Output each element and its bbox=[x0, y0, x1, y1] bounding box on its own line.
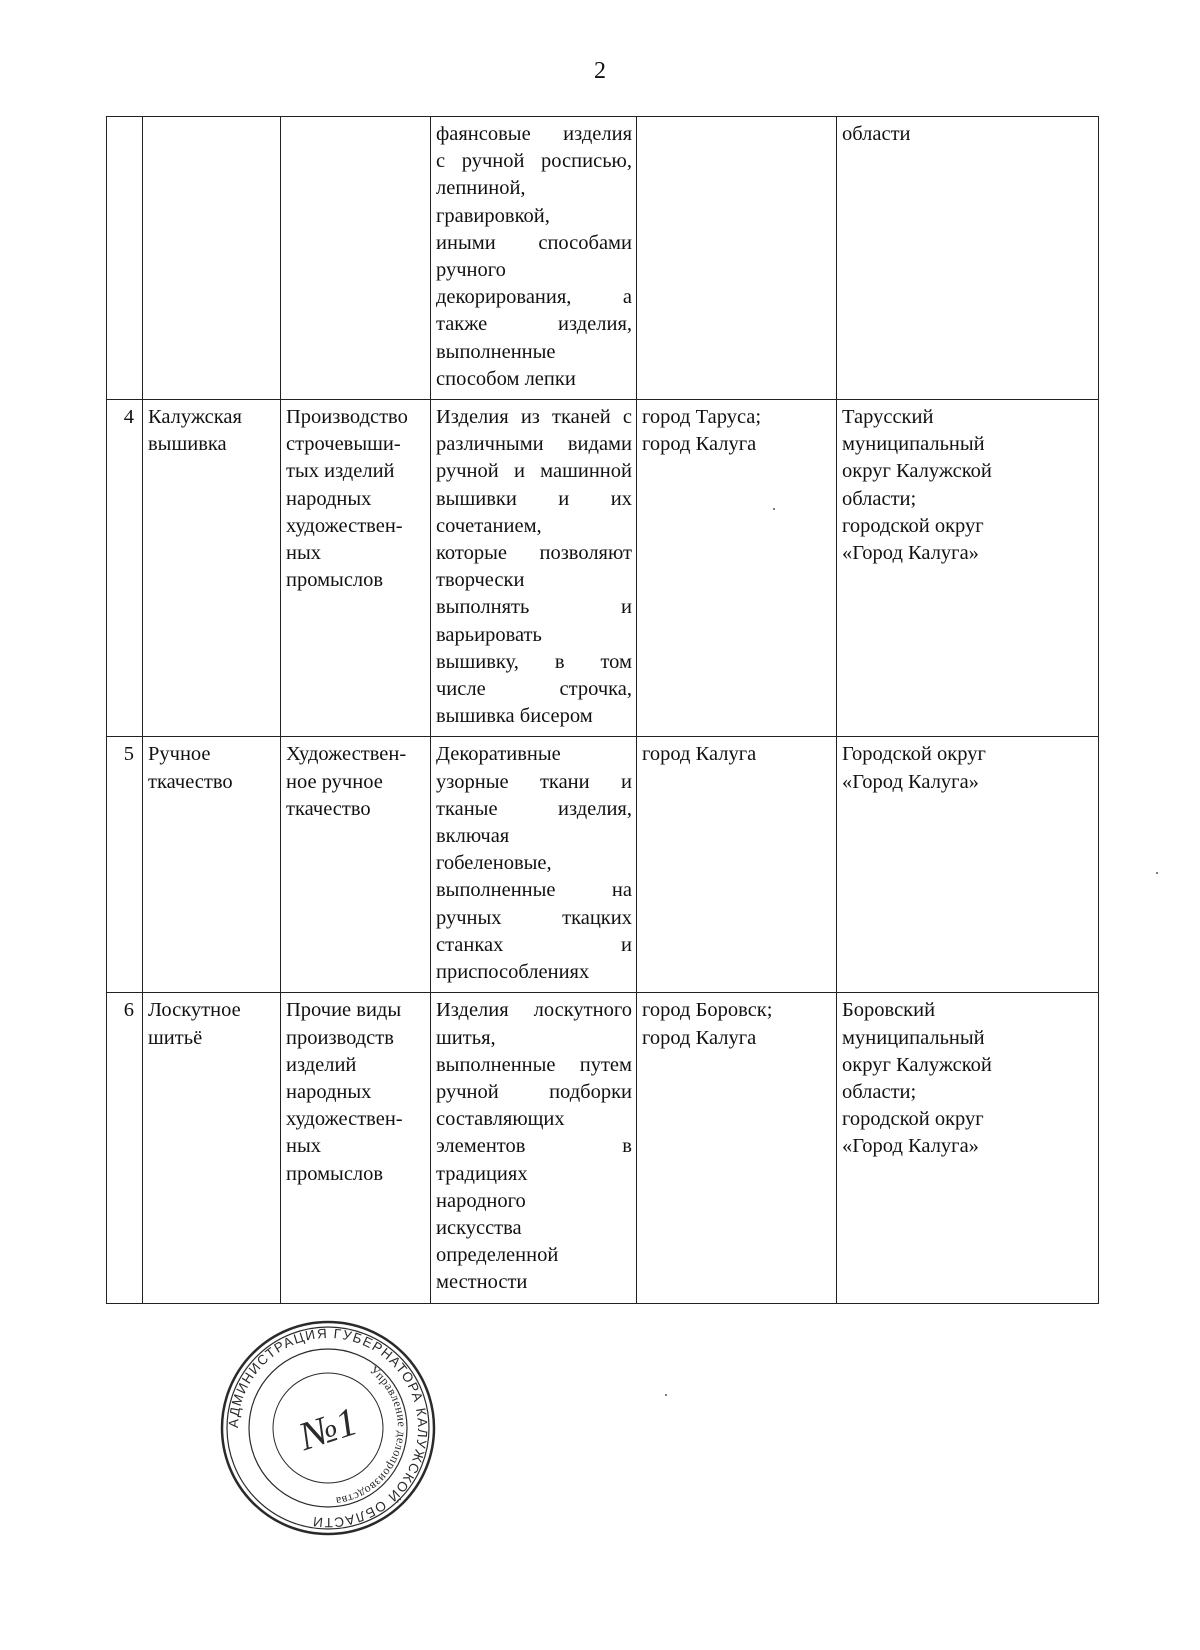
cell-line: лепниной, bbox=[436, 177, 526, 200]
cell-line: искусства bbox=[436, 1216, 522, 1239]
cell-num bbox=[107, 117, 143, 400]
table-body bbox=[107, 117, 1099, 1304]
cell-line: промыслов bbox=[286, 1162, 384, 1185]
crafts-table bbox=[106, 116, 1099, 1304]
table-row bbox=[107, 400, 1099, 737]
cell-line: гравировкой, bbox=[436, 204, 550, 227]
cell-line: сочетанием, bbox=[436, 514, 542, 537]
cell-num: 5 bbox=[107, 737, 143, 993]
cell-line: вышивку, в том bbox=[436, 650, 632, 673]
cell-line: также изделия, bbox=[436, 313, 632, 336]
cell-district bbox=[837, 737, 1099, 993]
cell-line: муниципальный bbox=[842, 433, 985, 456]
cell-line: Боровский bbox=[842, 999, 936, 1022]
cell-place bbox=[637, 737, 837, 993]
cell-line: ткачество bbox=[148, 770, 233, 793]
cell-products bbox=[431, 737, 637, 993]
cell-production bbox=[281, 737, 431, 993]
cell-line: выполненные путем bbox=[436, 1053, 632, 1076]
seal-outer-text: АДМИНИСТРАЦИЯ ГУБЕРНАТОРА КАЛУЖСКОЙ ОБЛАСТИ bbox=[225, 1325, 431, 1531]
cell-line: выполнять и bbox=[436, 596, 632, 619]
cell-line: округ Калужской bbox=[842, 1053, 992, 1076]
cell-line: фаянсовые изделия bbox=[436, 123, 632, 145]
cell-line: выполненные на bbox=[436, 879, 632, 902]
cell-district bbox=[837, 117, 1099, 400]
cell-line: ручной и машинной bbox=[436, 460, 632, 483]
cell-line: городской округ bbox=[842, 1108, 984, 1131]
official-seal bbox=[218, 1318, 438, 1538]
scan-speck bbox=[773, 508, 775, 510]
cell-line: Прочие виды bbox=[286, 999, 402, 1022]
cell-line: творчески bbox=[436, 569, 525, 592]
cell-line: Художествен- bbox=[286, 743, 407, 766]
cell-line: с ручной росписью, bbox=[436, 150, 632, 173]
cell-craft bbox=[143, 400, 281, 737]
cell-line: ных bbox=[286, 1135, 321, 1158]
cell-line: промыслов bbox=[286, 569, 384, 592]
cell-line: Производство bbox=[286, 406, 408, 429]
scan-speck bbox=[1156, 872, 1158, 874]
cell-line: народных bbox=[286, 1080, 372, 1103]
cell-line: области; bbox=[842, 487, 917, 510]
cell-line: различными видами bbox=[436, 433, 632, 456]
cell-line: «Город Калуга» bbox=[842, 542, 979, 565]
cell-line: включая bbox=[436, 825, 510, 848]
scan-speck bbox=[665, 1394, 667, 1396]
cell-num: 6 bbox=[107, 993, 143, 1303]
cell-line: город Боровск; bbox=[642, 999, 773, 1022]
cell-line: город Калуга bbox=[642, 743, 757, 766]
cell-line: художествен- bbox=[286, 1108, 403, 1131]
cell-line: ручных ткацких bbox=[436, 906, 632, 929]
cell-line: ное ручное bbox=[286, 770, 383, 793]
cell-line: Изделия лоскутного bbox=[436, 999, 632, 1022]
cell-line: народного bbox=[436, 1189, 526, 1212]
cell-line: традициях bbox=[436, 1162, 528, 1185]
cell-line: узорные ткани и bbox=[436, 770, 632, 793]
table-row bbox=[107, 993, 1099, 1303]
cell-line: Лоскутное bbox=[148, 999, 241, 1022]
cell-line: тых изделий bbox=[286, 460, 395, 483]
cell-products bbox=[431, 993, 637, 1303]
cell-products bbox=[431, 400, 637, 737]
cell-line: Декоративные bbox=[436, 743, 561, 766]
table-row bbox=[107, 117, 1099, 400]
cell-craft bbox=[143, 993, 281, 1303]
cell-production bbox=[281, 993, 431, 1303]
cell-line: строчевыши- bbox=[286, 433, 401, 456]
cell-line: «Город Калуга» bbox=[842, 770, 979, 793]
cell-line: народных bbox=[286, 487, 372, 510]
cell-craft bbox=[143, 737, 281, 993]
cell-district bbox=[837, 400, 1099, 737]
cell-line: станках и bbox=[436, 933, 632, 956]
cell-line: гобеленовые, bbox=[436, 852, 552, 875]
seal-inner-text: Управление делопроизводства bbox=[334, 1362, 410, 1509]
cell-craft bbox=[143, 117, 281, 400]
cell-line: вышивка бисером bbox=[436, 705, 593, 728]
cell-place bbox=[637, 400, 837, 737]
cell-line: Городской округ bbox=[842, 743, 986, 766]
cell-line: город Калуга bbox=[642, 1026, 757, 1049]
cell-line: Калужская bbox=[148, 406, 242, 429]
cell-line: город Калуга bbox=[642, 433, 757, 456]
cell-production bbox=[281, 400, 431, 737]
cell-line: изделий bbox=[286, 1053, 357, 1076]
cell-line: шитья, bbox=[436, 1026, 496, 1049]
cell-products bbox=[431, 117, 637, 400]
cell-line: местности bbox=[436, 1271, 528, 1294]
table-row bbox=[107, 737, 1099, 993]
cell-line: муниципальный bbox=[842, 1026, 985, 1049]
cell-line: тканые изделия, bbox=[436, 797, 632, 820]
cell-line: вышивка bbox=[148, 433, 227, 456]
cell-line: декорирования, а bbox=[436, 286, 632, 309]
cell-line: Изделия из тканей с bbox=[436, 406, 632, 429]
cell-num: 4 bbox=[107, 400, 143, 737]
cell-line: ручной подборки bbox=[436, 1080, 632, 1103]
cell-line: варьировать bbox=[436, 623, 542, 646]
cell-line: ных bbox=[286, 542, 321, 565]
cell-line: «Город Калуга» bbox=[842, 1135, 979, 1158]
cell-line: приспособлениях bbox=[436, 961, 590, 984]
cell-line: Тарусский bbox=[842, 406, 934, 429]
cell-line: ткачество bbox=[286, 797, 371, 820]
cell-line: которые позволяют bbox=[436, 542, 632, 565]
cell-line: производств bbox=[286, 1026, 394, 1049]
cell-place bbox=[637, 117, 837, 400]
cell-line: числе строчка, bbox=[436, 678, 632, 701]
cell-place bbox=[637, 993, 837, 1303]
cell-line: выполненные bbox=[436, 340, 556, 363]
page-number: 2 bbox=[594, 58, 606, 84]
cell-line: способом лепки bbox=[436, 367, 576, 390]
cell-line: иными способами bbox=[436, 231, 632, 254]
cell-line: элементов в bbox=[436, 1135, 632, 1158]
cell-line: художествен- bbox=[286, 514, 403, 537]
cell-line: ручного bbox=[436, 259, 506, 282]
cell-line: составляющих bbox=[436, 1108, 565, 1131]
cell-line: области bbox=[842, 123, 911, 145]
cell-line: области; bbox=[842, 1080, 917, 1103]
cell-line: округ Калужской bbox=[842, 460, 992, 483]
cell-line: шитьё bbox=[148, 1026, 203, 1049]
cell-district bbox=[837, 993, 1099, 1303]
seal-center-text: №1 bbox=[293, 1398, 363, 1459]
cell-line: Ручное bbox=[148, 743, 211, 766]
cell-line: город Таруса; bbox=[642, 406, 762, 429]
cell-line: вышивки и их bbox=[436, 487, 632, 510]
cell-line: определенной bbox=[436, 1244, 559, 1267]
cell-production bbox=[281, 117, 431, 400]
cell-line: городской округ bbox=[842, 514, 984, 537]
